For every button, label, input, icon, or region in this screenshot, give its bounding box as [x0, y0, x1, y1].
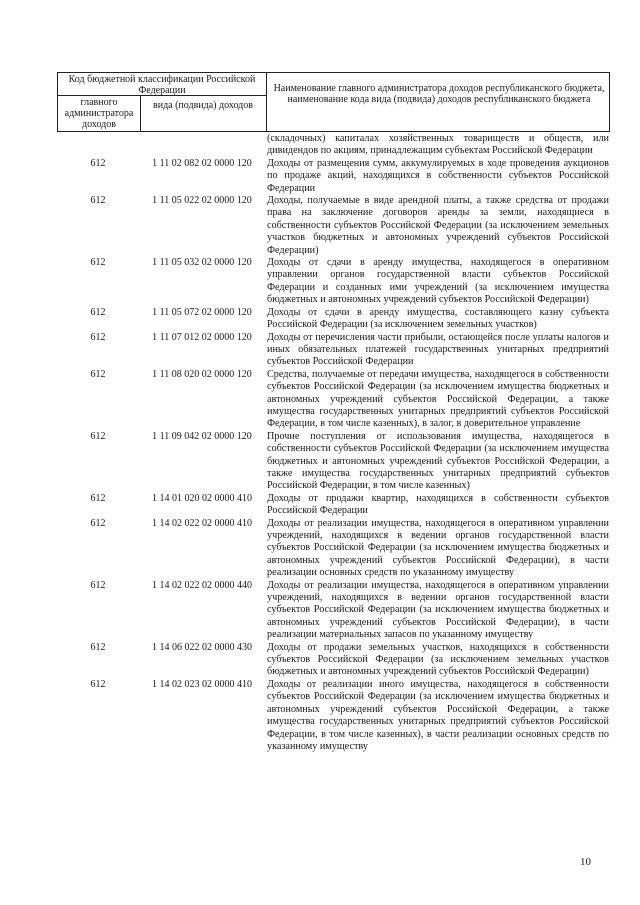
table-row — [57, 642, 610, 679]
revenue-name-cell: Доходы от реализации иного имущества, находящегося в собственности субъектов Российской Федерации (за исключением имущества бюджетных и автономных учреждений субъектов Российской Федерации, а также имущества государственных унитарных предприятий субъектов Российской Федерации, в том числе казенных), в части реализации основных средств по указанному имуществу — [267, 678, 609, 752]
table-row — [57, 493, 610, 518]
header-type-column: вида (подвида) доходов — [153, 100, 253, 111]
table-row — [57, 307, 610, 332]
admin-code-cell: 612 — [90, 492, 106, 504]
admin-code-cell: 612 — [90, 368, 106, 380]
revenue-code-cell: 1 11 07 012 02 0000 120 — [152, 331, 252, 343]
admin-code-cell: 612 — [90, 257, 106, 269]
admin-code-cell: 612 — [90, 195, 106, 207]
table-row — [57, 431, 610, 493]
table-row — [57, 369, 610, 431]
admin-code-cell: 612 — [90, 678, 106, 690]
table-row — [57, 518, 610, 580]
admin-code-cell: 612 — [90, 641, 106, 653]
revenue-code-cell: 1 11 09 042 02 0000 120 — [152, 430, 252, 442]
header-divider — [266, 73, 267, 131]
table-row — [57, 158, 610, 195]
admin-code-cell: 612 — [90, 331, 106, 343]
revenue-code-cell: 1 11 05 032 02 0000 120 — [152, 257, 252, 269]
table-row — [57, 580, 610, 642]
revenue-name-cell: Доходы от сдачи в аренду имущества, находящегося в оперативном управлении органов государственной власти субъектов Российской Федерации и созданных ими учреждений (за исключением имущества бюджетных и автономных учреждений субъектов Российской Федерации) — [267, 257, 609, 306]
revenue-name-cell: Доходы от продажи квартир, находящихся в собственности субъектов Российской Федерации — [267, 492, 609, 517]
revenue-code-cell: 1 11 05 022 02 0000 120 — [152, 195, 252, 207]
revenue-name-cell: Средства, получаемые от передачи имущества, находящегося в собственности субъектов Российской Федерации (за исключением имущества бюджетных и автономных учреждений субъектов Российской Федерации, а также имущества государственных унитарных предприятий субъектов Российской Федерации, в том числе казенных), в залог, в доверительное управление — [267, 368, 609, 430]
revenue-name-cell: Доходы от перечисления части прибыли, остающейся после уплаты налогов и иных обязательных платежей государственных унитарных предприятий субъектов Российской Федерации — [267, 331, 609, 368]
table-body — [57, 133, 610, 753]
revenue-code-cell: 1 14 01 020 02 0000 410 — [152, 492, 252, 504]
page-number: 10 — [580, 856, 591, 868]
revenue-code-cell: 1 11 08 020 02 0000 120 — [152, 368, 252, 380]
revenue-name-cell: Доходы от размещения сумм, аккумулируемых в ходе проведения аукционов по продаже акций, находящихся в собственности субъектов Российской Федерации — [267, 157, 609, 194]
revenue-name-cell: Доходы от реализации имущества, находящегося в оперативном управлении учреждений, находящихся в ведении органов государственной власти субъектов Российской Федерации (за исключением имущества бюджетных и автономных учреждений субъектов Российской Федерации), в части реализации материальных запасов по указанному имуществу — [267, 579, 609, 641]
admin-code-cell: 612 — [90, 579, 106, 591]
header-name-column: Наименование главного администратора доходов республиканского бюджета, наименование кода вида (подвида) доходов республиканского бюджета — [273, 83, 605, 105]
header-admin-column: главного администратора доходов — [64, 97, 134, 130]
table-row — [57, 679, 610, 753]
revenue-code-cell: 1 14 02 022 02 0000 410 — [152, 517, 252, 529]
revenue-name-cell: Доходы, получаемые в виде арендной платы, а также средства от продажи права на заключение договоров аренды за земли, находящиеся в собственности субъектов Российской Федерации (за исключением земельных участков бюджетных и автономных учреждений субъектов Российской Федерации) — [267, 195, 609, 256]
revenue-code-cell: 1 11 05 072 02 0000 120 — [152, 306, 252, 318]
table-row — [57, 257, 610, 307]
admin-code-cell: 612 — [90, 430, 106, 442]
revenue-name-cell: (складочных) капиталах хозяйственных товариществ и обществ, или дивидендов по акциям, принадлежащим субъектам Российской Федерации — [267, 133, 609, 157]
revenue-name-cell: Доходы от сдачи в аренду имущества, составляющего казну субъекта Российской Федерации (за исключением земельных участков) — [267, 306, 609, 331]
admin-code-cell: 612 — [90, 306, 106, 318]
table-row — [57, 133, 610, 158]
table-row — [57, 332, 610, 369]
header-code-group: Код бюджетной классификации Российской Федерации — [68, 74, 256, 96]
revenue-code-cell: 1 14 02 022 02 0000 440 — [152, 579, 252, 591]
admin-code-cell: 612 — [90, 517, 106, 529]
revenue-name-cell: Доходы от реализации имущества, находящегося в оперативном управлении учреждений, находящихся в ведении органов государственной власти субъектов Российской Федерации (за исключением имущества бюджетных и автономных учреждений субъектов Российской Федерации), в части реализации основных средств по указанному имуществу — [267, 517, 609, 579]
revenue-name-cell: Доходы от продажи земельных участков, находящихся в собственности субъектов Российской Федерации (за исключением земельных участков бюджетных и автономных учреждений субъектов Российской Федерации) — [267, 641, 609, 678]
revenue-code-cell: 1 14 02 023 02 0000 410 — [152, 678, 252, 690]
table-row — [57, 195, 610, 257]
revenue-code-cell: 1 14 06 022 02 0000 430 — [152, 641, 252, 653]
admin-code-cell: 612 — [90, 157, 106, 169]
revenue-name-cell: Прочие поступления от использования имущества, находящегося в собственности субъектов Российской Федерации (за исключением имущества бюджетных и автономных учреждений субъектов Российской Федерации, а также имущества государственных унитарных предприятий субъектов Российской Федерации, в том числе казенных) — [267, 430, 609, 492]
revenue-code-cell: 1 11 02 082 02 0000 120 — [152, 157, 252, 169]
table-header — [57, 72, 610, 132]
